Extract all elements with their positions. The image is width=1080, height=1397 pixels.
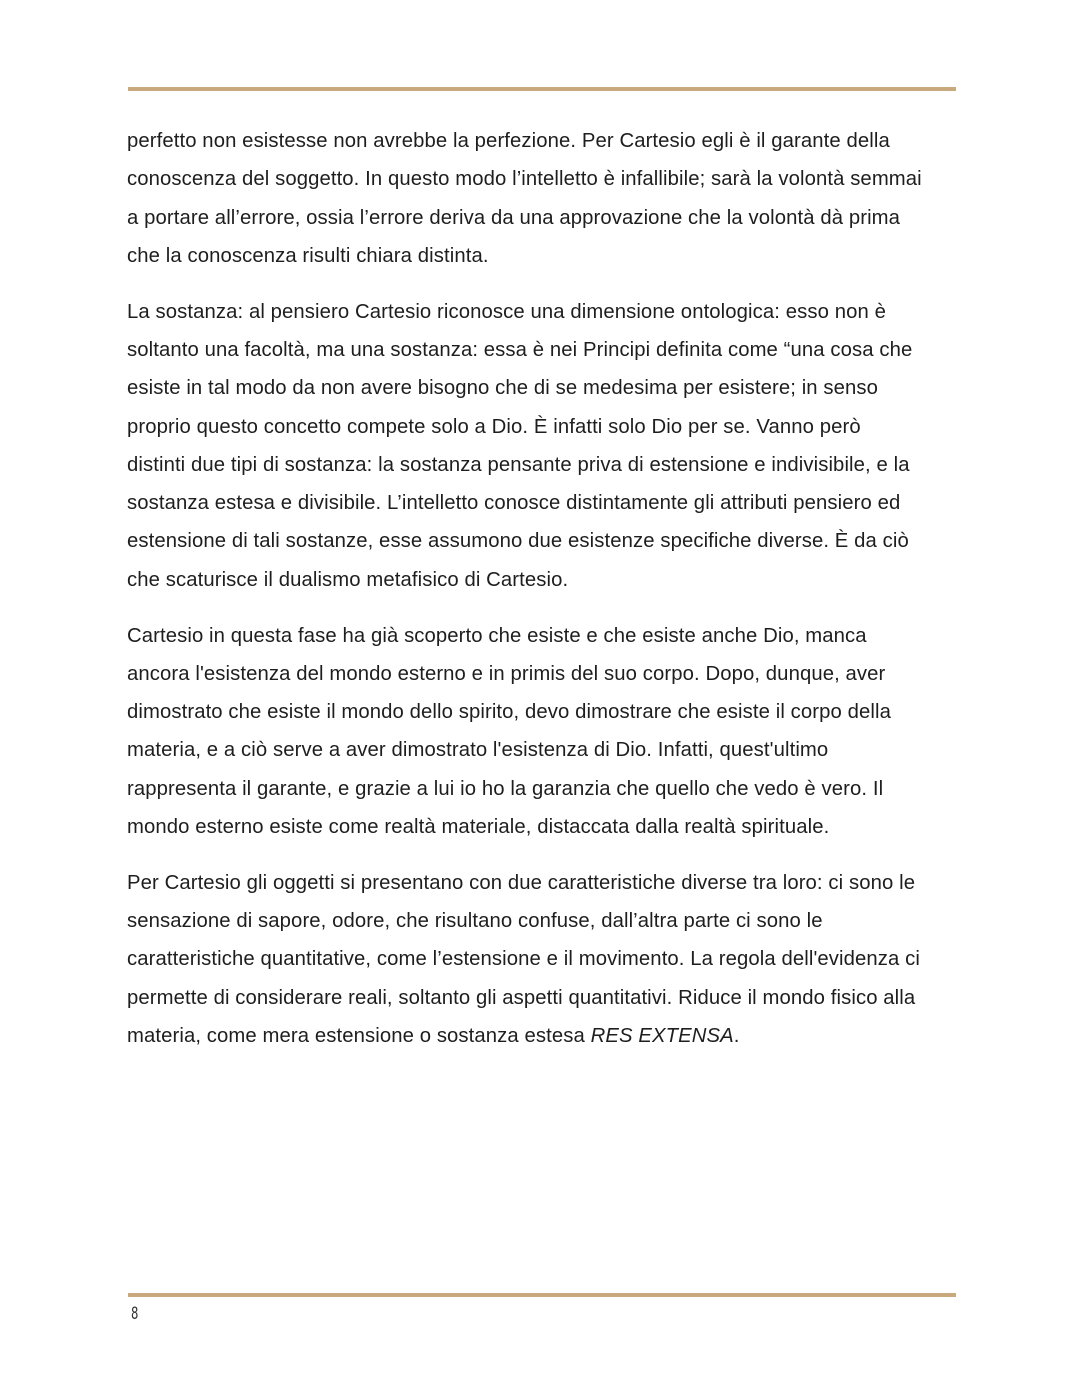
text-line: sensazione di sapore, odore, che risultano confuse, dall’altra parte ci sono le bbox=[127, 910, 823, 933]
text-line: perfetto non esistesse non avrebbe la perfezione. Per Cartesio egli è il garante della bbox=[127, 130, 890, 152]
text-line: dimostrato che esiste il mondo dello spirito, devo dimostrare che esiste il corpo della bbox=[127, 701, 891, 724]
text-line-last bbox=[127, 1017, 967, 1055]
text-line: soltanto una facoltà, ma una sostanza: essa è nei Principi definita come “una cosa che bbox=[127, 338, 913, 361]
text-line: che scaturisce il dualismo metafisico di Cartesio. bbox=[127, 568, 569, 591]
text-line: mondo esterno esiste come realtà materiale, distaccata dalla realtà spirituale. bbox=[127, 816, 830, 839]
text-line: permette di considerare reali, soltanto gli aspetti quantitativi. Riduce il mondo fisico alla bbox=[127, 986, 916, 1009]
paragraph-substance bbox=[127, 293, 967, 599]
text-line: Cartesio in questa fase ha già scoperto che esiste e che esiste anche Dio, manca bbox=[127, 624, 867, 647]
text-line: a portare all’errore, ossia l’errore deriva da una approvazione che la volontà dà prima bbox=[127, 206, 901, 229]
text-line: estensione di tali sostanze, esse assumono due esistenze specifiche diverse. È da ciò bbox=[127, 530, 909, 553]
text-line: che la conoscenza risulti chiara distinta. bbox=[127, 244, 489, 267]
emphasis-res-extensa: RES EXTENSA bbox=[590, 1025, 734, 1048]
text-line-prefix: materia, come mera estensione o sostanza estesa bbox=[127, 1025, 591, 1048]
text-line: ancora l'esistenza del mondo esterno e in primis del suo corpo. Dopo, dunque, aver bbox=[127, 662, 886, 685]
text-line: materia, e a ciò serve a aver dimostrato l'esistenza di Dio. Infatti, quest'ultimo bbox=[127, 739, 829, 762]
paragraph-external-world bbox=[127, 617, 967, 847]
text-line: distinti due tipi di sostanza: la sostanza pensante priva di estensione e indivisibile, e la bbox=[127, 453, 910, 476]
text-line: La sostanza: al pensiero Cartesio riconosce una dimensione ontologica: esso non è bbox=[127, 300, 886, 323]
page-number: 8 bbox=[131, 1304, 139, 1324]
text-line: esiste in tal modo da non avere bisogno che di se medesima per esistere; in senso bbox=[127, 377, 879, 400]
footer-rule bbox=[128, 1293, 956, 1297]
text-line: Per Cartesio gli oggetti si presentano con due caratteristiche diverse tra loro: ci sono le bbox=[127, 871, 916, 894]
text-line: caratteristiche quantitative, come l’estensione e il movimento. La regola dell'evidenza ci bbox=[127, 948, 920, 971]
text-line: proprio questo concetto compete solo a Dio. È infatti solo Dio per se. Vanno però bbox=[127, 415, 861, 438]
text-line: sostanza estesa e divisibile. L’intelletto conosce distintamente gli attributi pensiero ed bbox=[127, 492, 901, 515]
header-rule bbox=[128, 87, 956, 91]
text-line: rappresenta il garante, e grazie a lui io ho la garanzia che quello che vedo è vero. Il bbox=[127, 777, 884, 800]
page-body bbox=[127, 122, 967, 1073]
text-line-suffix: . bbox=[733, 1025, 740, 1048]
paragraph-res-extensa bbox=[127, 864, 967, 1055]
paragraph-intellect bbox=[127, 122, 967, 275]
text-line: conoscenza del soggetto. In questo modo l’intelletto è infallibile; sarà la volontà semmai bbox=[127, 168, 922, 191]
